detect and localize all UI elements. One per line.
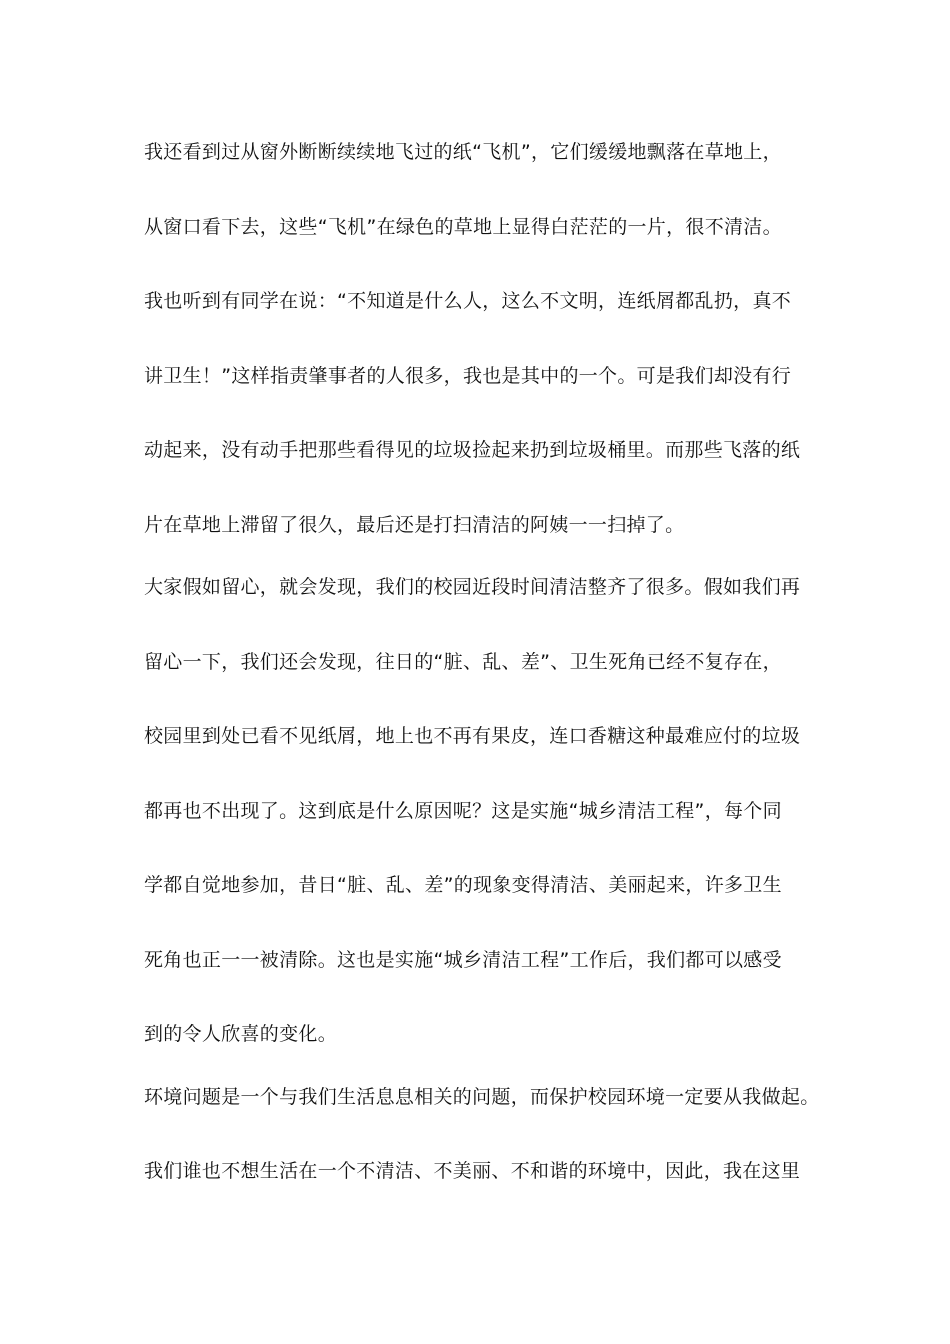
- text-line: 环境问题是一个与我们生活息息相关的问题，而保护校园环境一定要从我做起。: [144, 1086, 820, 1108]
- text-line: 留心一下，我们还会发现，往日的“脏、乱、差”、卫生死角已经不复存在，: [144, 651, 782, 673]
- text-line: 学都自觉地参加，昔日“脏、乱、差”的现象变得清洁、美丽起来，许多卫生: [144, 874, 782, 896]
- text-line: 校园里到处已看不见纸屑，地上也不再有果皮，连口香糖这种最难应付的垃圾: [144, 725, 801, 747]
- text-line: 讲卫生！”这样指责肇事者的人很多，我也是其中的一个。可是我们却没有行: [144, 365, 792, 387]
- text-line: 片在草地上滞留了很久，最后还是打扫清洁的阿姨一一扫掉了。: [144, 514, 685, 536]
- text-line: 我们谁也不想生活在一个不清洁、不美丽、不和谐的环境中，因此，我在这里: [144, 1160, 801, 1182]
- text-line: 动起来，没有动手把那些看得见的垃圾捡起来扔到垃圾桶里。而那些飞落的纸: [144, 439, 801, 461]
- text-line: 我还看到过从窗外断断续续地飞过的纸“飞机”，它们缓缓地飘落在草地上，: [144, 141, 782, 163]
- text-line: 我也听到有同学在说：“不知道是什么人，这么不文明，连纸屑都乱扔，真不: [144, 290, 792, 312]
- text-line: 从窗口看下去，这些“飞机”在绿色的草地上显得白茫茫的一片，很不清洁。: [144, 216, 782, 238]
- text-line: 死角也正一一被清除。这也是实施“城乡清洁工程”工作后，我们都可以感受: [144, 949, 782, 971]
- text-line: 大家假如留心，就会发现，我们的校园近段时间清洁整齐了很多。假如我们再: [144, 576, 801, 598]
- text-line: 都再也不出现了。这到底是什么原因呢？这是实施“城乡清洁工程”，每个同: [144, 800, 782, 822]
- text-line: 到的令人欣喜的变化。: [144, 1023, 338, 1045]
